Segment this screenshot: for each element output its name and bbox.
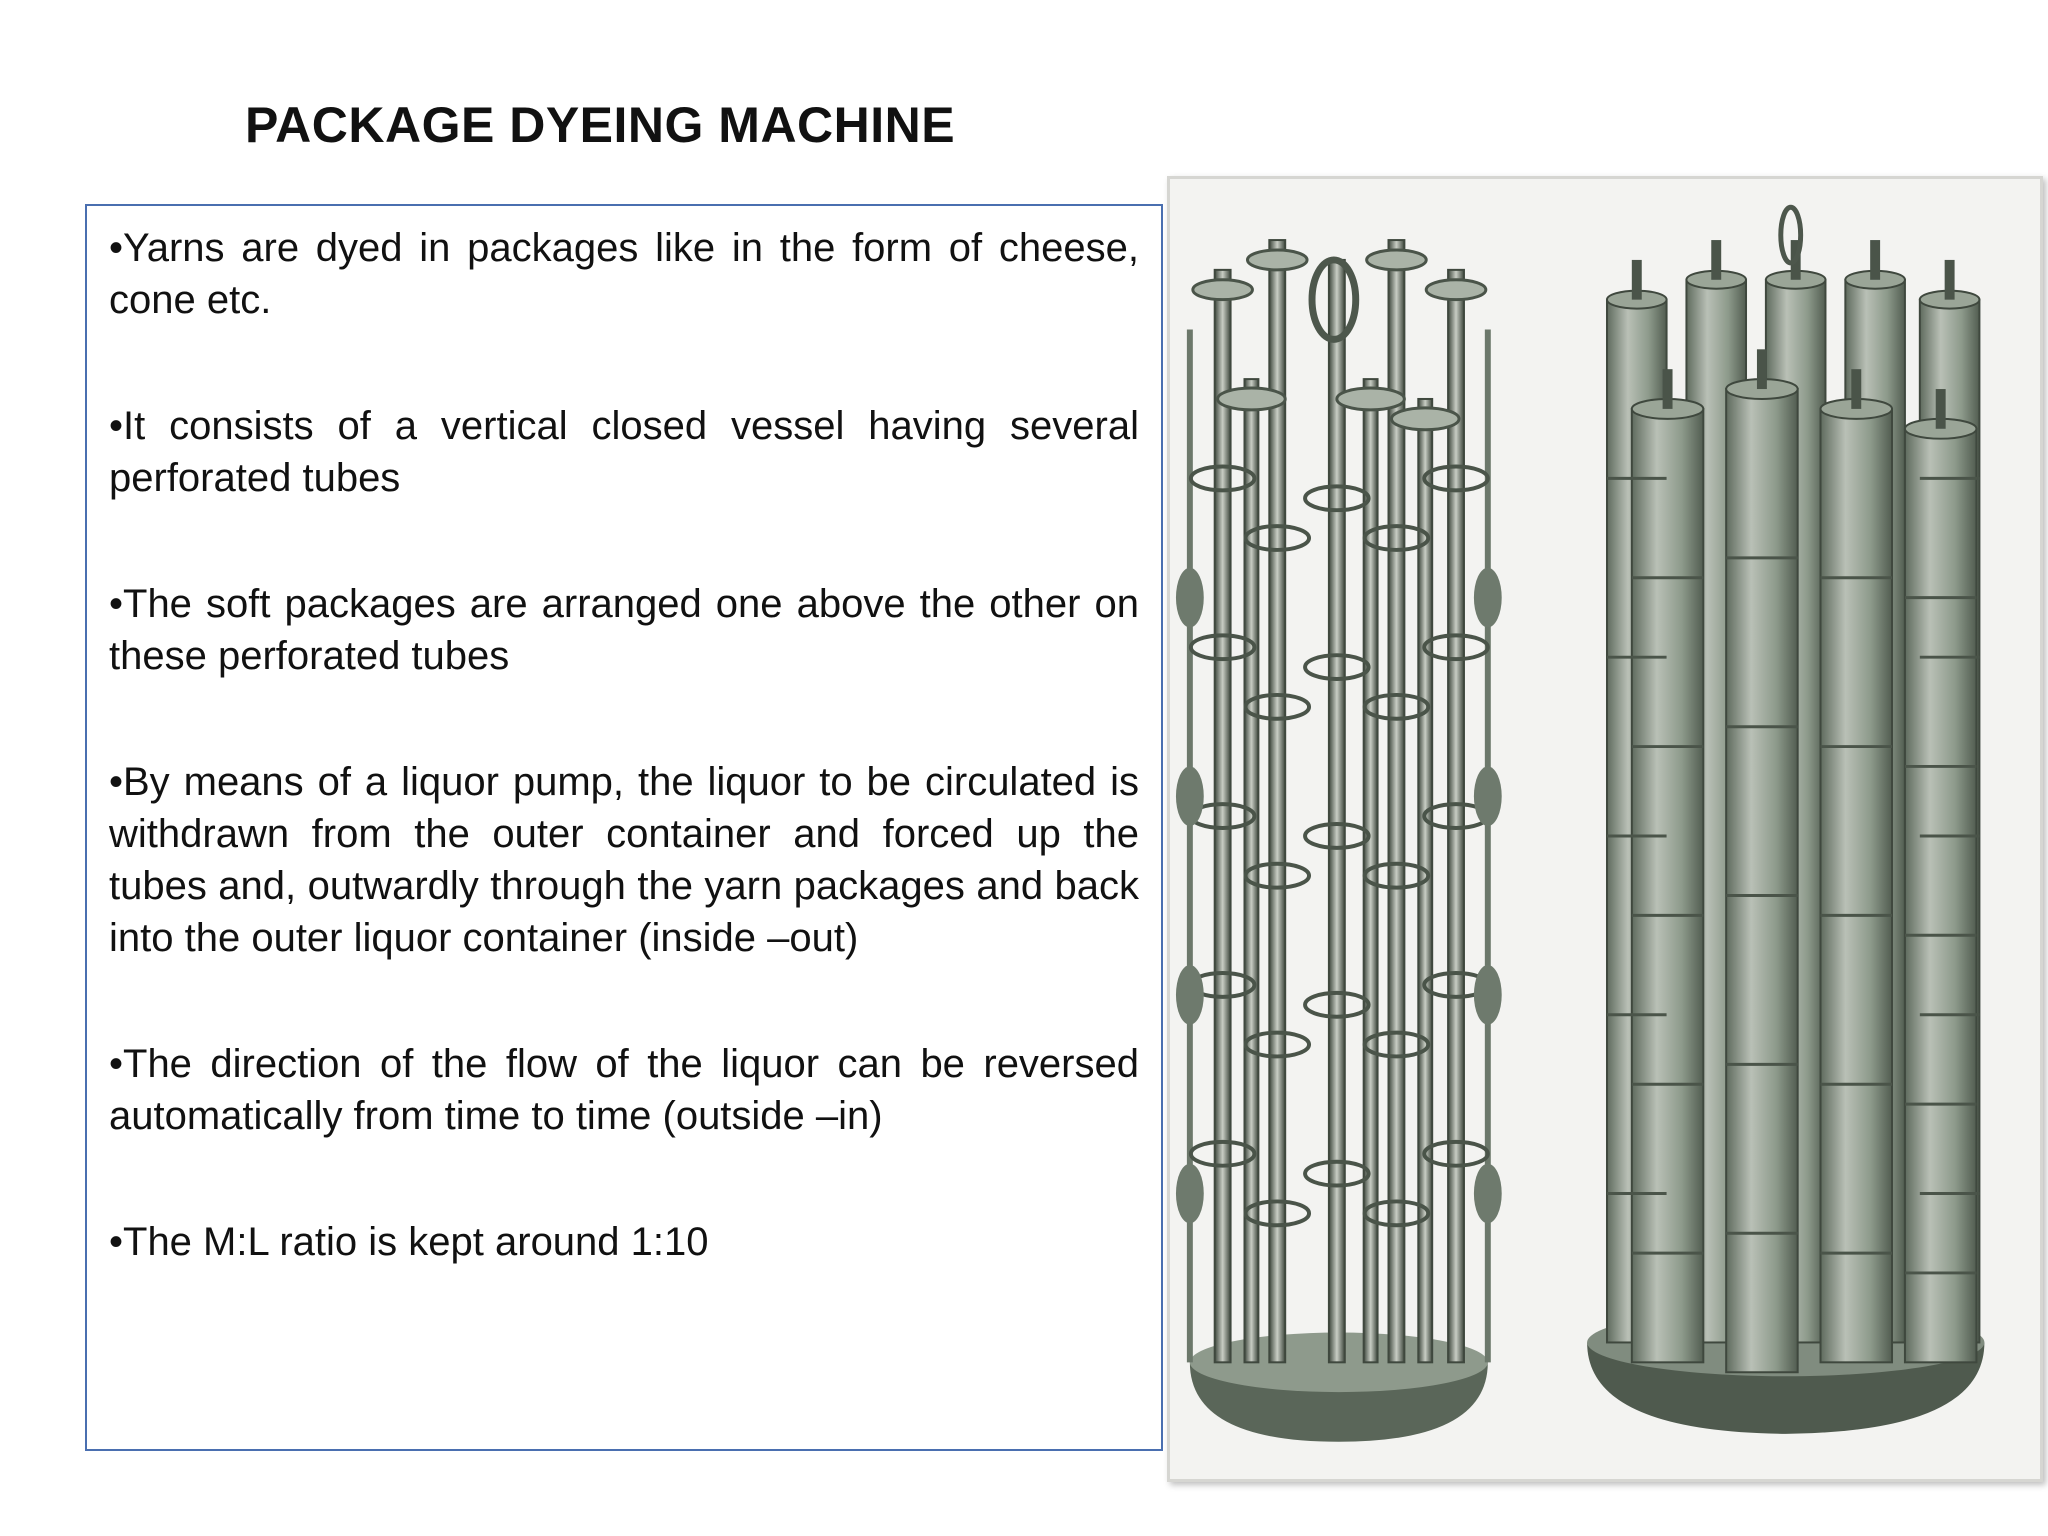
carrier-spindles: [1176, 240, 1502, 1442]
bullet-item: •The soft packages are arranged one above the other on these perforated tubes: [109, 582, 1139, 678]
bullet-item: •Yarns are dyed in packages like in the form of cheese, cone etc.: [109, 226, 1139, 322]
machine-illustration: [1167, 176, 2043, 1482]
slide-title: PACKAGE DYEING MACHINE: [245, 97, 956, 153]
bullet-item: •It consists of a vertical closed vessel having several perforated tubes: [109, 404, 1139, 500]
bullet-item: •By means of a liquor pump, the liquor to be circulated is withdrawn from the outer container and forced up the tubes and, outwardly through the yarn packages and back into the outer liquor container (inside –out): [109, 760, 1139, 960]
bullet-item: •The M:L ratio is kept around 1:10: [109, 1220, 709, 1264]
bullet-item: •The direction of the flow of the liquor can be reversed automatically from time to time (outside –in): [109, 1042, 1139, 1138]
loaded-yarn-packages: [1587, 207, 1984, 1434]
bullet-text-box: [85, 204, 1163, 1451]
